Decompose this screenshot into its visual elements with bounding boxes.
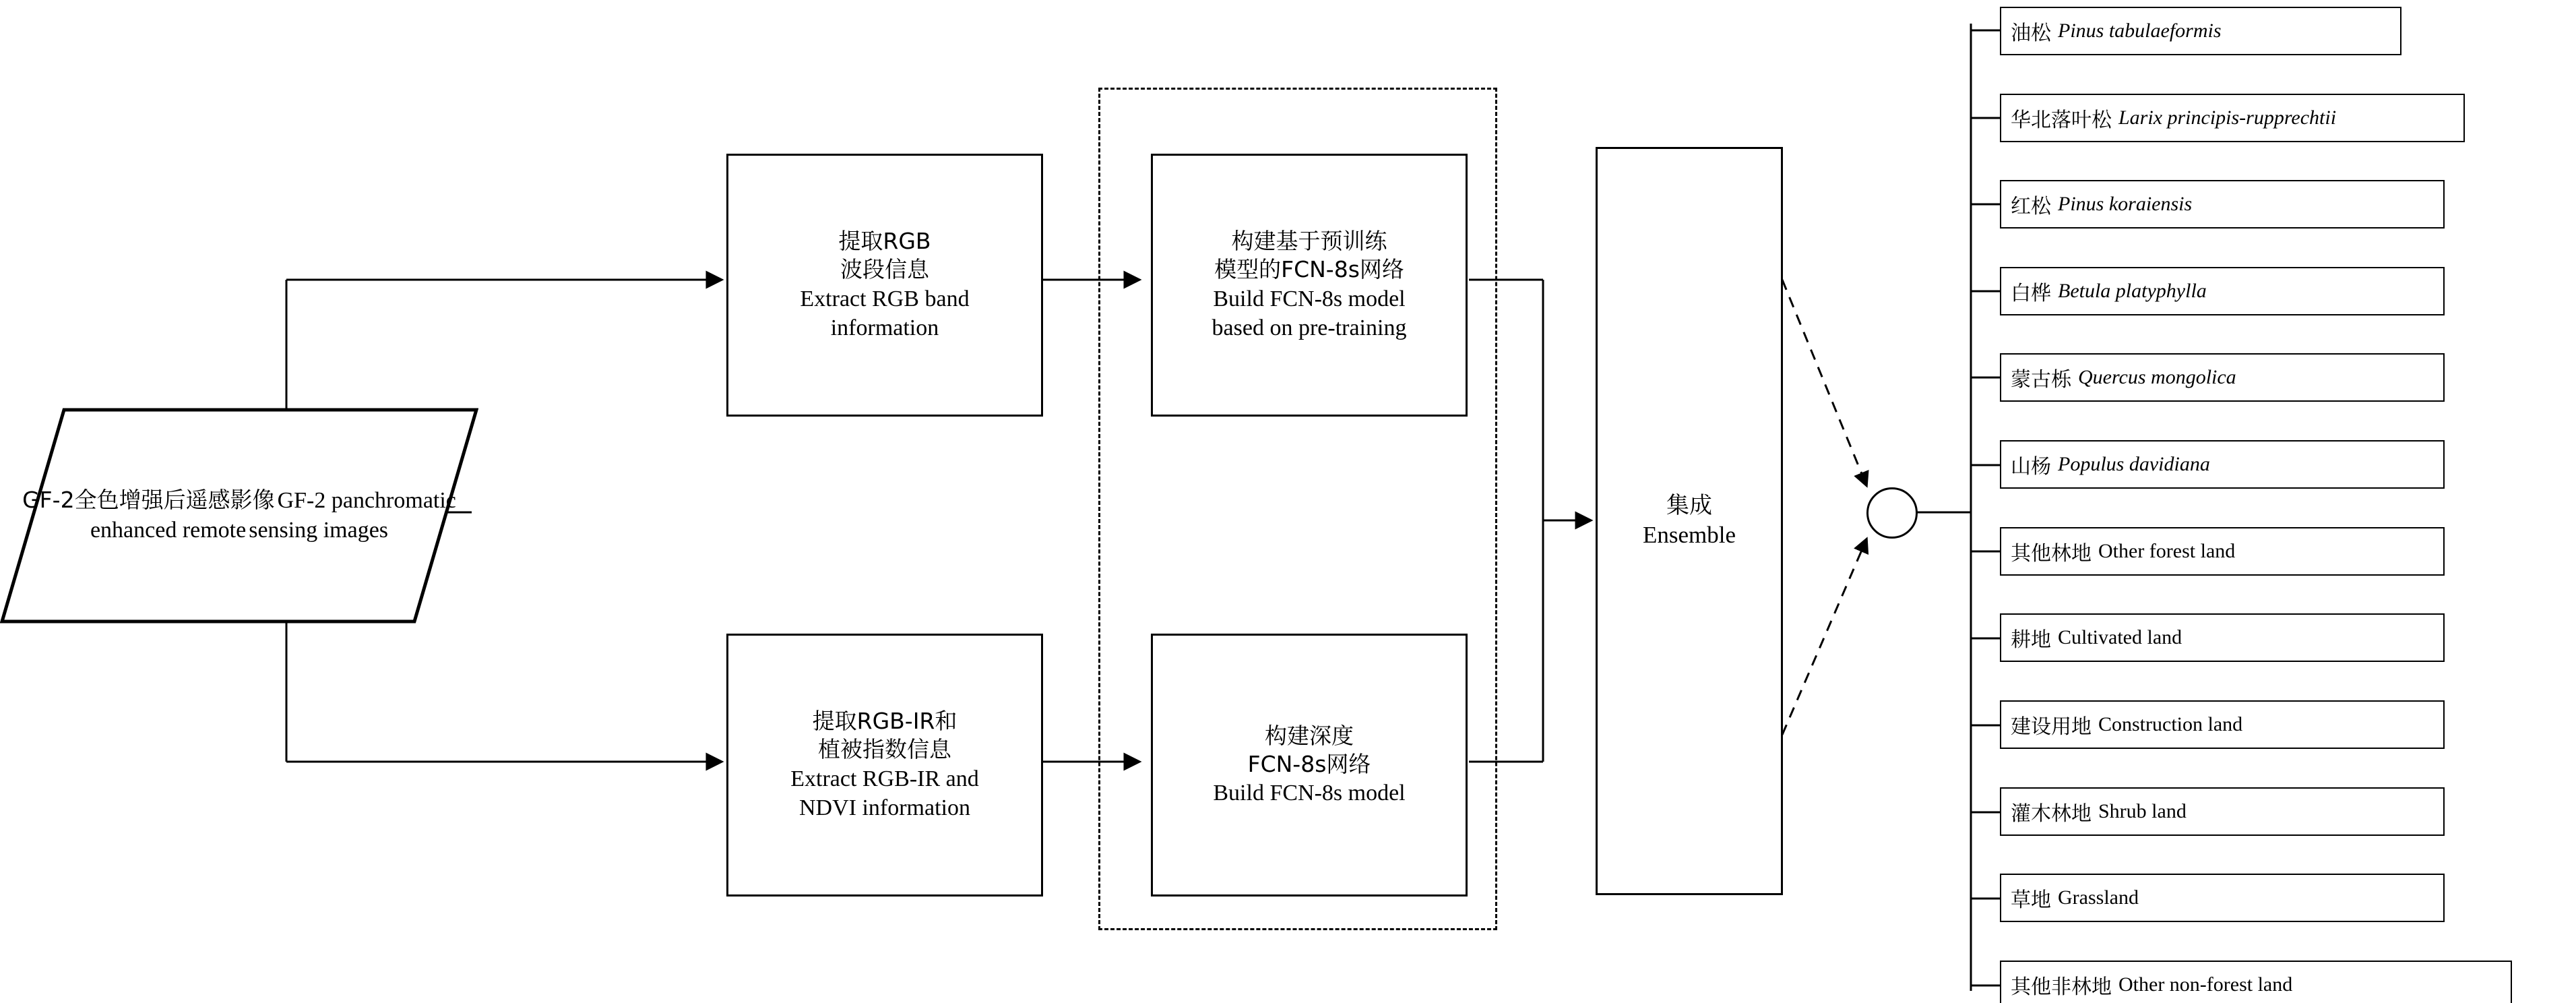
input-label-en-3: sensing images: [249, 518, 389, 543]
ensemble-label-cn: 集成: [1666, 491, 1712, 519]
result-4-en: Quercus mongolica: [2078, 366, 2236, 388]
result-6-cn: 其他林地: [2011, 542, 2092, 566]
model-deep-cn-2: FCN-8s网络: [1247, 751, 1371, 778]
result-6-en: Other forest land: [2098, 540, 2236, 562]
result-item-3: [2000, 267, 2445, 315]
result-2-cn: 红松: [2011, 195, 2051, 218]
result-11-cn: 其他非林地: [2011, 975, 2112, 999]
process-extract-rgb-cn-1: 提取RGB: [838, 228, 931, 255]
result-item-5: [2000, 440, 2445, 489]
result-9-cn: 灌木林地: [2011, 802, 2092, 826]
process-extract-rgb-ir-cn-2: 植被指数信息: [818, 736, 951, 763]
result-item-11: [2000, 961, 2512, 1003]
process-extract-rgb-ir: [726, 634, 1043, 896]
input-node-gf2-image: [0, 408, 478, 624]
result-item-10: [2000, 874, 2445, 922]
process-extract-rgb-ir-en-2: NDVI information: [798, 795, 970, 821]
model-deep-cn-1: 构建深度: [1265, 723, 1354, 749]
result-7-en: Cultivated land: [2058, 626, 2182, 648]
result-item-1: [2000, 94, 2465, 142]
result-3-cn: 白桦: [2011, 282, 2051, 305]
process-extract-rgb-en-2: information: [830, 315, 939, 341]
result-item-4: [2000, 353, 2445, 402]
process-extract-rgb-en-1: Extract RGB band: [800, 286, 970, 311]
result-10-en: Grassland: [2058, 886, 2139, 909]
model-pretrain-cn-1: 构建基于预训练: [1231, 228, 1387, 255]
result-7-cn: 耕地: [2011, 628, 2051, 652]
result-1-en: Larix principis-rupprechtii: [2118, 107, 2337, 129]
ensemble-label-en: Ensemble: [1642, 522, 1736, 549]
model-build-fcn8s-pretrained: [1151, 154, 1468, 417]
model-pretrain-cn-2: 模型的FCN-8s网络: [1214, 256, 1404, 283]
result-0-en: Pinus tabulaeformis: [2058, 20, 2222, 42]
result-8-en: Construction land: [2098, 713, 2243, 735]
result-4-cn: 蒙古栎: [2011, 368, 2071, 392]
result-0-cn: 油松: [2011, 22, 2051, 45]
process-extract-rgb-cn-2: 波段信息: [840, 256, 929, 283]
result-3-en: Betula platyphylla: [2058, 280, 2207, 302]
model-build-fcn8s-deep: [1151, 634, 1468, 896]
junction-circle: [1866, 487, 1918, 539]
result-9-en: Shrub land: [2098, 800, 2187, 822]
result-5-cn: 山杨: [2011, 455, 2051, 479]
result-item-0: [2000, 7, 2401, 55]
input-label-en-1: GF-2 panchromatic: [277, 487, 456, 513]
result-11-en: Other non-forest land: [2118, 973, 2293, 996]
ensemble-node: [1596, 147, 1783, 895]
model-pretrain-en-2: based on pre-training: [1212, 315, 1407, 341]
result-2-en: Pinus koraiensis: [2058, 193, 2193, 215]
result-item-8: [2000, 700, 2445, 749]
process-extract-rgb: [726, 154, 1043, 417]
result-item-9: [2000, 787, 2445, 836]
input-label-en-2: enhanced remote: [90, 518, 247, 543]
result-1-cn: 华北落叶松: [2011, 109, 2112, 132]
result-5-en: Populus davidiana: [2058, 453, 2210, 475]
result-item-2: [2000, 180, 2445, 229]
process-extract-rgb-ir-en-1: Extract RGB-IR and: [790, 766, 979, 791]
result-8-cn: 建设用地: [2011, 715, 2092, 739]
result-item-7: [2000, 613, 2445, 662]
result-10-cn: 草地: [2011, 888, 2051, 912]
process-extract-rgb-ir-cn-1: 提取RGB-IR和: [812, 708, 957, 735]
input-label-cn: GF-2全色增强后遥感影像: [22, 486, 275, 513]
result-item-6: [2000, 527, 2445, 576]
model-pretrain-en-1: Build FCN-8s model: [1213, 286, 1406, 311]
model-deep-en-1: Build FCN-8s model: [1213, 781, 1406, 806]
